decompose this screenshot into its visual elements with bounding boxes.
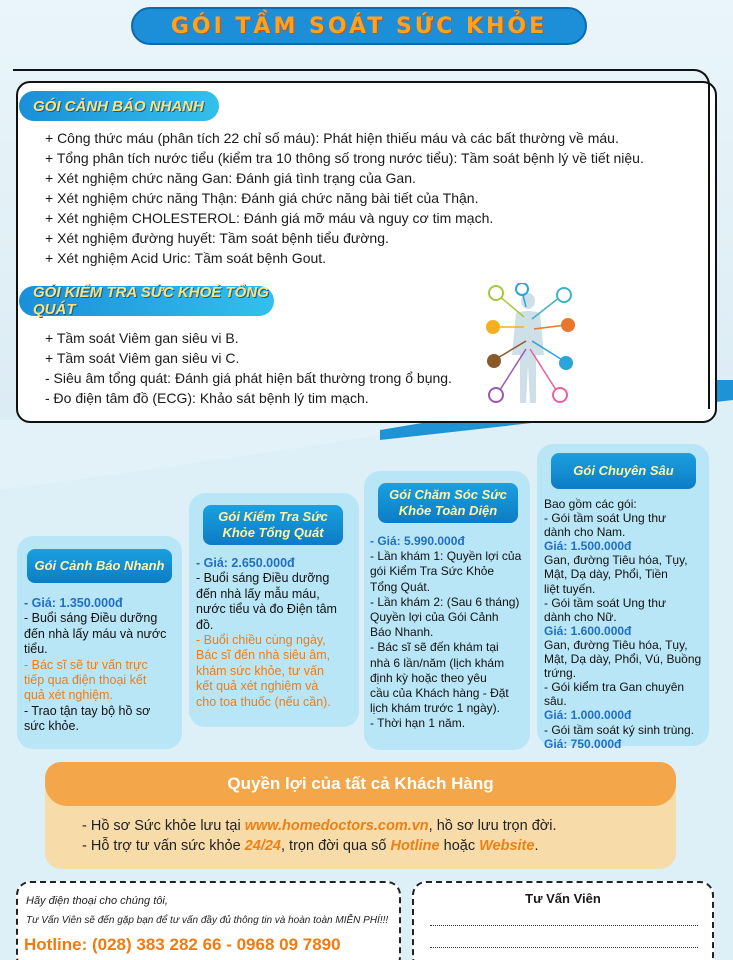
detail-line: - Gói tầm soát Ung thư xyxy=(544,595,667,610)
detail-line: Mật, Dạ dày, Phổi, Tiền xyxy=(544,567,668,582)
detail-line: đồ. xyxy=(196,617,214,632)
detail-line: định kỳ hoặc theo yêu xyxy=(370,670,487,685)
detail-line: Quyền lợi của Gói Cảnh xyxy=(370,610,499,625)
detail-line: gói Kiểm Tra Sức Khỏe xyxy=(370,564,495,579)
write-in-line[interactable] xyxy=(430,947,698,948)
detail-line: Gan, đường Tiêu hóa, Tụy, xyxy=(544,553,688,568)
package-details xyxy=(370,534,521,732)
detail-line: nhà 6 lần/năm (lịch khám xyxy=(370,655,505,670)
detail-line: đến nhà lấy máu và nước xyxy=(24,626,167,641)
detail-line: cầu của Khách hàng - Đặt xyxy=(370,686,509,701)
package-title: Gói Chuyên Sâu xyxy=(551,453,696,489)
list-item: + Xét nghiệm CHOLESTEROL: Đánh giá mỡ máu và nguy cơ tim mạch. xyxy=(45,210,494,226)
price: Giá: 1.000.000đ xyxy=(544,708,632,723)
price: Giá: 1.500.000đ xyxy=(544,539,632,554)
advisor-title: Tư Vấn Viên xyxy=(525,891,601,906)
detail-line: nước tiểu và đo Điện tâm xyxy=(196,602,337,617)
detail-line: quả xét nghiệm. xyxy=(24,688,113,703)
package-title: Gói Kiểm Tra Sức Khỏe Tổng Quát xyxy=(203,505,343,545)
detail-line: trứng. xyxy=(544,666,577,681)
contact-box xyxy=(16,881,401,960)
detail-line: - Buổi sáng Điều dưỡng xyxy=(24,611,158,626)
detail-line: - Buổi chiều cùng ngày, xyxy=(196,633,326,648)
detail-line: - Bác sĩ sẽ tư vấn trực xyxy=(24,657,148,672)
detail-line: sức khỏe. xyxy=(24,719,79,734)
list-item: - Đo điện tâm đồ (ECG): Khảo sát bệnh lý tim mạch. xyxy=(45,390,369,406)
detail-line: Bao gồm các gói: xyxy=(544,497,637,511)
list-item: + Xét nghiệm chức năng Gan: Đánh giá tình trạng của Gan. xyxy=(45,170,416,186)
list-item: + Xét nghiệm chức năng Thận: Đánh giá chức năng bài tiết của Thận. xyxy=(45,190,479,206)
detail-line: - Trao tận tay bộ hồ sơ xyxy=(24,703,151,718)
detail-line: Mật, Dạ dày, Phổi, Vú, Buồng xyxy=(544,652,702,667)
detail-line: - Thời hạn 1 năm. xyxy=(370,716,466,731)
list-item: + Công thức máu (phân tích 22 chỉ số máu): Phát hiện thiếu máu và các bất thường về máu. xyxy=(45,130,619,146)
rights-line: - Hỗ trợ tư vấn sức khỏe 24/24, trọn đời qua số Hotline hoặc Website. xyxy=(82,838,539,854)
section1-list xyxy=(45,128,644,268)
price: - Giá: 5.990.000đ xyxy=(370,534,465,548)
detail-line: sâu. xyxy=(544,694,567,709)
rights-line: - Hồ sơ Sức khỏe lưu tại www.homedoctors.com.vn, hồ sơ lưu trọn đời. xyxy=(82,818,557,834)
section-label-general-checkup: GÓI KIỂM TRA SỨC KHOẺ TỔNG QUÁT xyxy=(19,286,274,316)
detail-line: Bác sĩ đến nhà siêu âm, xyxy=(196,648,331,663)
list-item: + Xét nghiệm đường huyết: Tầm soát bệnh tiểu đường. xyxy=(45,230,389,246)
website-link[interactable]: www.homedoctors.com.vn xyxy=(244,818,429,834)
contact-line: Tư Vấn Viên sẽ đến gặp bạn để tư vấn đầy đủ thông tin và hoàn toàn MIỄN PHÍ!!! xyxy=(26,915,389,926)
write-in-line[interactable] xyxy=(430,925,698,926)
list-item: + Tầm soát Viêm gan siêu vi C. xyxy=(45,350,240,366)
list-item: + Xét nghiệm Acid Uric: Tầm soát bệnh Gout. xyxy=(45,250,327,266)
detail-line: - Lần khám 1: Quyền lợi của xyxy=(370,549,522,564)
price: Giá: 750.000đ xyxy=(544,736,622,751)
page-title: GÓI TẦM SOÁT SỨC KHỎE xyxy=(131,7,587,45)
body-organs-icon xyxy=(486,283,586,411)
price: Giá: 1.600.000đ xyxy=(544,623,632,638)
package-title: Gói Cảnh Báo Nhanh xyxy=(27,549,172,583)
package-title: Gói Chăm Sóc Sức Khỏe Toàn Diện xyxy=(378,483,518,523)
detail-line: - Buổi sáng Điều dưỡng xyxy=(196,571,330,586)
detail-line: lịch khám trước 1 ngày). xyxy=(370,701,500,716)
package-details xyxy=(196,556,337,710)
package-details xyxy=(544,497,701,751)
detail-line: kết quả xét nghiệm và xyxy=(196,679,319,694)
detail-line: khám sức khỏe, tư vấn xyxy=(196,663,324,678)
list-item: - Siêu âm tổng quát: Đánh giá phát hiện bất thường trong ổ bụng. xyxy=(45,370,452,386)
contact-line: Hãy điện thoại cho chúng tôi, xyxy=(26,895,168,907)
detail-line: cho toa thuốc (nếu cần). xyxy=(196,694,331,709)
list-item: + Tầm soát Viêm gan siêu vi B. xyxy=(45,330,239,346)
package-details xyxy=(24,596,166,735)
detail-line: tiếp qua điện thoại kết xyxy=(24,673,147,688)
list-item: + Tổng phân tích nước tiểu (kiểm tra 10 thông số trong nước tiểu): Tầm soát bệnh lý về tiết niệu. xyxy=(45,150,644,166)
hotline-number[interactable]: Hotline: (028) 383 282 66 - 0968 09 7890 xyxy=(24,935,341,954)
price: - Giá: 2.650.000đ xyxy=(196,556,295,570)
detail-line: - Lần khám 2: (Sau 6 tháng) xyxy=(370,594,520,609)
detail-line: - Gói kiểm tra Gan chuyên xyxy=(544,680,685,695)
customer-rights-title: Quyền lợi của tất cả Khách Hàng xyxy=(45,762,676,806)
advisor-box xyxy=(412,881,714,960)
detail-line: đến nhà lấy mẫu máu, xyxy=(196,586,320,601)
price: - Giá: 1.350.000đ xyxy=(24,596,123,610)
customer-rights-list xyxy=(82,816,557,856)
section-label-quick-alert: GÓI CẢNH BÁO NHANH xyxy=(19,91,219,121)
detail-line: liệt tuyến. xyxy=(544,581,596,596)
detail-line: dành cho Nam. xyxy=(544,525,626,540)
detail-line: Báo Nhanh. xyxy=(370,625,434,640)
detail-line: - Gói tầm soát Ung thư xyxy=(544,511,667,526)
detail-line: Tổng Quát. xyxy=(370,579,431,594)
detail-line: - Bác sĩ sẽ đến khám tại xyxy=(370,640,499,655)
detail-line: Gan, đường Tiêu hóa, Tụy, xyxy=(544,637,688,652)
detail-line: - Gói tầm soát ký sinh trùng. xyxy=(544,722,695,737)
detail-line: tiểu. xyxy=(24,642,48,657)
section2-list xyxy=(45,328,452,408)
detail-line: dành cho Nữ. xyxy=(544,609,617,624)
